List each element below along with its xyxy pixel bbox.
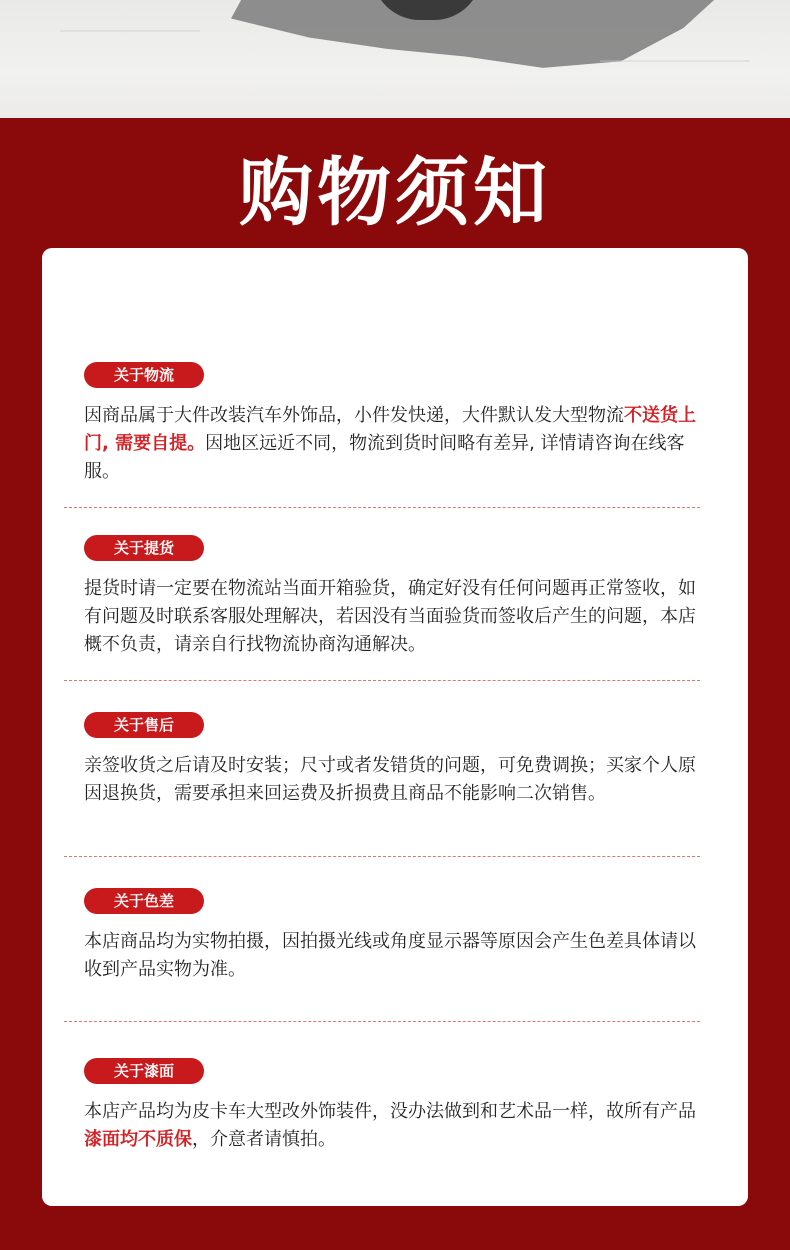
floor-tile-line bbox=[60, 30, 200, 32]
section-badge: 关于提货 bbox=[84, 535, 204, 561]
notice-card bbox=[42, 248, 748, 1206]
product-photo bbox=[0, 0, 790, 118]
section-text bbox=[84, 928, 696, 984]
page-title: 购物须知 bbox=[239, 150, 551, 236]
section-text-part: 亲签收货之后请及时安装；尺寸或者发错货的问题，可免费调换；买家个人原因退换货，需要承担来回运费及折损费且商品不能影响二次销售。 bbox=[84, 755, 696, 804]
section-divider bbox=[64, 680, 700, 681]
section-divider bbox=[64, 507, 700, 508]
section-text bbox=[84, 1098, 696, 1154]
section-highlight: 漆面均不质保 bbox=[84, 1129, 192, 1150]
section-badge: 关于色差 bbox=[84, 888, 204, 914]
section-text-part: 本店商品均为实物拍摄，因拍摄光线或角度显示器等原因会产生色差具体请以收到产品实物为准。 bbox=[84, 931, 696, 980]
section-text bbox=[84, 575, 696, 659]
section-badge: 关于物流 bbox=[84, 362, 204, 388]
photo-shadow bbox=[205, 0, 725, 85]
section-badge: 关于售后 bbox=[84, 712, 204, 738]
section-text-part: 因商品属于大件改装汽车外饰品，小件发快递，大件默认发大型物流 bbox=[84, 405, 624, 426]
section-text-part: ，介意者请慎拍。 bbox=[192, 1129, 336, 1150]
section-highlight: 不送货上门, 需要自提。 bbox=[84, 405, 696, 454]
floor-tile-line bbox=[600, 60, 750, 62]
section-text-part: 提货时请一定要在物流站当面开箱验货，确定好没有任何问题再正常签收，如有问题及时联系客服处理解决，若因没有当面验货而签收后产生的问题，本店概不负责，请亲自行找物流协商沟通解决。 bbox=[84, 578, 696, 655]
section-text-part: 本店产品均为皮卡车大型改外饰装件，没办法做到和艺术品一样，故所有产品 bbox=[84, 1101, 696, 1122]
section-text-part: 因地区远近不同，物流到货时间略有差异, 详情请咨询在线客服。 bbox=[84, 433, 685, 482]
section-divider bbox=[64, 856, 700, 857]
section-divider bbox=[64, 1021, 700, 1022]
section-text bbox=[84, 402, 696, 486]
section-badge: 关于漆面 bbox=[84, 1058, 204, 1084]
section-text bbox=[84, 752, 696, 808]
